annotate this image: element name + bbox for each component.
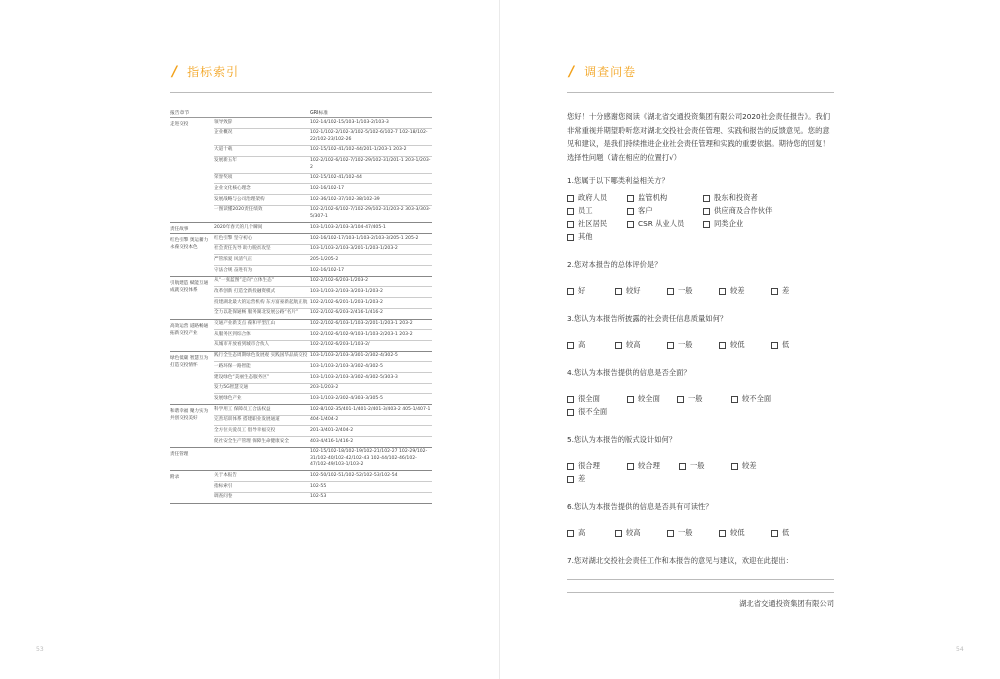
index-group-name: 高效运营 道路畅通 拓新交投产业 — [170, 323, 209, 336]
comment-line[interactable] — [567, 580, 834, 593]
option-group — [567, 527, 834, 540]
index-heading — [172, 63, 239, 80]
survey-option[interactable] — [679, 460, 731, 473]
row-section: 指标索引 — [214, 483, 233, 489]
survey-option[interactable] — [567, 285, 615, 298]
option-label: 较低 — [730, 528, 745, 538]
table-row — [214, 437, 432, 447]
checkbox-icon[interactable] — [667, 342, 674, 349]
page-number-right: 54 — [956, 646, 964, 653]
table-row — [214, 146, 432, 157]
survey-option[interactable] — [615, 339, 667, 352]
table-header — [170, 107, 432, 118]
survey-option[interactable] — [703, 205, 779, 218]
question-3: 3.您认为本报告所披露的社会责任信息质量如何？ — [567, 313, 728, 323]
table-row — [214, 298, 432, 309]
table-row — [214, 184, 432, 195]
row-section: 一图读懂2020责任绩效 — [214, 207, 263, 213]
row-gri-refs: 103-1/103-2/103-3/301-2/302-4/302-5 — [310, 353, 398, 359]
survey-option[interactable] — [771, 339, 823, 352]
heading-slash-icon: / — [569, 63, 575, 80]
row-gri-refs: 102-15/102-18/102-19/102-21/102-27 102-29/102-31/102-40/102-42/102-43 102-44/102-46/102-47/102-49/103-1/103-2 — [310, 449, 428, 468]
index-title: 指标索引 — [187, 65, 240, 79]
checkbox-icon[interactable] — [615, 530, 622, 537]
index-group-name: 引航建造 赋能互通 成就交投体系 — [170, 280, 209, 293]
checkbox-icon[interactable] — [667, 530, 674, 537]
row-gri-refs: 103-1/103-2/103-3/201-1/203-1/203-2 — [310, 246, 398, 252]
option-label: 监管机构 — [638, 193, 668, 203]
row-gri-refs: 102-15/102-41/102-44/201-1/203-1 203-2 — [310, 147, 407, 153]
survey-title: 调查问卷 — [584, 65, 637, 79]
checkbox-icon[interactable] — [615, 288, 622, 295]
row-section: 社会责任先导 助力脱贫攻坚 — [214, 246, 271, 252]
checkbox-icon[interactable] — [567, 288, 574, 295]
row-section: 从“一张蓝图”走向“立体生态” — [214, 278, 275, 284]
checkbox-icon[interactable] — [667, 288, 674, 295]
checkbox-icon[interactable] — [567, 409, 574, 416]
question-4: 4.您认为本报告提供的信息是否全面？ — [567, 367, 691, 377]
index-group — [170, 234, 432, 277]
survey-body — [567, 110, 834, 609]
table-row — [214, 206, 432, 222]
option-label: 低 — [782, 528, 790, 538]
survey-option[interactable] — [719, 339, 771, 352]
table-row — [214, 174, 432, 185]
table-row — [214, 482, 432, 493]
option-label: 较高 — [626, 340, 641, 350]
index-group-name: 责任管理 — [170, 451, 189, 457]
row-section: 全力以赴保通畅 服务湖北发展公路“名片” — [214, 310, 299, 316]
row-section: 科学用工 保障员工合法权益 — [214, 406, 271, 412]
row-gri-refs: 403-4/416-1/416-2 — [310, 438, 354, 444]
option-label: 一般 — [678, 528, 693, 538]
row-gri-refs: 102-16/102-17 — [310, 186, 345, 192]
checkbox-icon[interactable] — [627, 208, 634, 215]
option-label: 较差 — [730, 286, 745, 296]
table-row — [214, 384, 432, 395]
row-section: 大道十载 — [214, 147, 233, 153]
row-gri-refs: 102-50/102-51/102-52/102-53/102-54 — [310, 473, 398, 479]
row-gri-refs: 102-14/102-15/103-1/103-2/103-3 — [310, 119, 389, 125]
option-label: 一般 — [678, 286, 693, 296]
row-section: 荣誉奖项 — [214, 175, 233, 181]
option-group — [567, 192, 834, 244]
row-section: 一路环保一路智能 — [214, 363, 251, 369]
option-group — [567, 339, 834, 352]
row-gri-refs: 103-1/103-2/103-3/104-47/405-1 — [310, 224, 386, 230]
checkbox-icon[interactable] — [703, 195, 710, 202]
row-gri-refs: 102-2/102-6/203-2/416-1/416-2 — [310, 310, 383, 316]
table-row — [214, 245, 432, 256]
survey-option[interactable] — [567, 339, 615, 352]
table-row — [214, 309, 432, 319]
row-section: 领导致辞 — [214, 119, 233, 125]
index-group-name: 附录 — [170, 475, 180, 481]
row-gri-refs: 102-15/102-41/102-44 — [310, 175, 362, 181]
checkbox-icon[interactable] — [567, 221, 574, 228]
gri-index-table — [170, 107, 432, 504]
table-row — [214, 277, 432, 288]
option-label: 差 — [578, 474, 586, 484]
row-section: 发展战略与公司治理架构 — [214, 196, 265, 202]
index-group — [170, 352, 432, 405]
heading-slash-icon: / — [172, 63, 178, 80]
company-signature: 湖北省交通投资集团有限公司 — [739, 598, 834, 608]
row-section: 红色引擎 坚守初心 — [214, 235, 253, 241]
row-gri-refs: 102-2/102-6/102-7/102-29/102-31/201-1 203-1/203-2 — [310, 158, 431, 170]
row-section: 2020年春天的几个瞬间 — [214, 224, 263, 230]
option-label: 股东和投资者 — [714, 193, 758, 203]
table-row — [214, 266, 432, 276]
survey-option[interactable] — [703, 192, 779, 205]
option-label: 其他 — [578, 232, 593, 242]
checkbox-icon[interactable] — [719, 342, 726, 349]
row-section: 调查问卷 — [214, 494, 233, 500]
checkbox-icon[interactable] — [627, 195, 634, 202]
index-group-name: 责任故事 — [170, 227, 189, 232]
survey-option[interactable] — [719, 285, 771, 298]
table-row — [214, 118, 432, 129]
table-row — [214, 394, 432, 404]
table-row — [214, 223, 432, 233]
option-label: 同类企业 — [714, 219, 744, 229]
table-row — [214, 471, 432, 482]
survey-option[interactable] — [567, 218, 627, 231]
index-group — [170, 320, 432, 352]
option-label: 较差 — [742, 461, 757, 471]
survey-intro: 您好！十分感谢您阅读《湖北省交通投资集团有限公司2020社会责任报告》。我们非常重视并期望聆听您对湖北交投社会责任管理、实践和报告的反馈意见。您的意见和建议，是我们持续推进企业社会责任管理和实践的重要依据。期待您的回复！ — [567, 112, 831, 149]
row-section: 改革创新 打造全新投融资模式 — [214, 289, 276, 295]
checkbox-icon[interactable] — [627, 396, 634, 403]
survey-option[interactable] — [771, 527, 823, 540]
option-label: 政府人员 — [578, 193, 608, 203]
survey-option[interactable] — [567, 473, 619, 486]
row-section: 企业文化核心理念 — [214, 186, 251, 192]
row-gri-refs: 205-1/205-2 — [310, 256, 339, 262]
table-row — [214, 255, 432, 266]
row-gri-refs: 102-2/102-6/201-1/203-1/203-2 — [310, 299, 383, 305]
row-section: 投建湖北最大的运营机构 东方富豪新起航正航 — [214, 299, 308, 305]
checkbox-icon[interactable] — [567, 463, 574, 470]
survey-option[interactable] — [567, 205, 627, 218]
option-label: 较好 — [626, 286, 641, 296]
table-row — [214, 416, 432, 427]
row-gri-refs: 102-16/102-17/103-1/103-2/103-3/205-1 205-2 — [310, 235, 419, 241]
option-label: CSR 从业人员 — [638, 219, 685, 229]
option-label: 差 — [782, 286, 790, 296]
checkbox-icon[interactable] — [615, 342, 622, 349]
row-section: 从城市开放看到城市合伙人 — [214, 342, 270, 348]
option-label: 供应商及合作伙伴 — [714, 206, 773, 216]
index-group — [170, 471, 432, 503]
row-section — [214, 448, 310, 471]
option-group — [567, 285, 834, 298]
survey-option[interactable] — [677, 393, 731, 406]
row-section: 发展新五年 — [214, 158, 237, 164]
survey-option[interactable] — [567, 406, 627, 419]
survey-option[interactable] — [703, 218, 779, 231]
checkbox-icon[interactable] — [567, 530, 574, 537]
table-row — [214, 362, 432, 373]
row-section: 发展绿色产业 — [214, 395, 242, 401]
option-label: 较全面 — [638, 394, 660, 404]
question-2: 2.您对本报告的总体评价是？ — [567, 259, 662, 269]
checkbox-icon[interactable] — [771, 342, 778, 349]
option-label: 较高 — [626, 528, 641, 538]
checkbox-icon[interactable] — [567, 396, 574, 403]
row-gri-refs: 102-53 — [310, 494, 327, 500]
checkbox-icon[interactable] — [731, 463, 738, 470]
row-section: 从服务区到综合体 — [214, 331, 251, 337]
row-section: 全方位关爱员工 倡导幸福交投 — [214, 427, 276, 433]
table-row — [214, 352, 432, 363]
question-1: 1.您属于以下哪类利益相关方？ — [567, 175, 669, 185]
option-label: 较合理 — [638, 461, 660, 471]
option-label: 较不全面 — [742, 394, 772, 404]
checkbox-icon[interactable] — [703, 208, 710, 215]
question-6: 6.您认为本报告提供的信息是否具有可读性？ — [567, 501, 713, 511]
checkbox-icon[interactable] — [731, 396, 738, 403]
index-group-name: 红色引擎 奥运蓄力 永葆交投本色 — [170, 238, 209, 250]
checkbox-icon[interactable] — [771, 288, 778, 295]
row-section: 完善培训体系 搭建职业发展通道 — [214, 417, 280, 423]
checkbox-icon[interactable] — [719, 530, 726, 537]
option-label: 一般 — [678, 340, 693, 350]
survey-option[interactable] — [731, 460, 783, 473]
checkbox-icon[interactable] — [679, 463, 686, 470]
table-row — [214, 493, 432, 503]
row-section: 企业概况 — [214, 130, 233, 136]
survey-option[interactable] — [627, 218, 703, 231]
row-gri-refs: 102-2/102-6/102-7/102-29/102-31/203-2 303-3/303-5/307-1 — [310, 207, 431, 219]
option-label: 较低 — [730, 340, 745, 350]
checkbox-icon[interactable] — [567, 234, 574, 241]
table-row — [214, 448, 432, 471]
right-page — [500, 0, 1000, 679]
row-gri-refs: 103-1/103-2/103-3/302-4/302-5 — [310, 363, 383, 369]
section-label: 选择性问题（请在相应的位置打√） — [567, 152, 682, 162]
row-section: 严管浓爱 风清气正 — [214, 256, 253, 262]
row-gri-refs: 102-36/102-37/102-38/102-39 — [310, 196, 380, 202]
table-row — [214, 341, 432, 351]
table-row — [214, 195, 432, 206]
page-number-left: 53 — [36, 646, 44, 653]
index-heading-rule — [170, 92, 432, 93]
survey-option[interactable] — [567, 527, 615, 540]
row-gri-refs: 102-55 — [310, 483, 327, 489]
index-group — [170, 405, 432, 448]
row-section: 守法合规 奋进有为 — [214, 267, 253, 273]
survey-option[interactable] — [567, 393, 627, 406]
row-gri-refs: 102-2/102-6/203-1/103-2/ — [310, 342, 370, 348]
checkbox-icon[interactable] — [703, 221, 710, 228]
survey-option[interactable] — [667, 285, 719, 298]
survey-heading — [569, 63, 636, 80]
checkbox-icon[interactable] — [719, 288, 726, 295]
option-label: 很合理 — [578, 461, 600, 471]
row-gri-refs: 102-1/102-2/102-3/102-5/102-6/102-7 102-18/102-22/102-23/102-26 — [310, 130, 428, 142]
survey-option[interactable] — [667, 339, 719, 352]
row-gri-refs: 404-1/404-2 — [310, 417, 339, 423]
table-row — [214, 330, 432, 341]
option-label: 低 — [782, 340, 790, 350]
table-row — [214, 405, 432, 416]
index-group-name: 和谐幸福 聚力实为 共创交投美好 — [170, 409, 209, 421]
survey-option[interactable] — [771, 285, 823, 298]
row-gri-refs: 102-16/102-17 — [310, 267, 345, 273]
index-group — [170, 118, 432, 223]
row-gri-refs: 102-8/102-35/401-1/401-2/401-3/403-2 405-1/407-1 — [310, 406, 431, 412]
option-label: 一般 — [688, 394, 703, 404]
index-group-name: 绿色低碳 智慧互为 打造交投情怀 — [170, 355, 209, 368]
checkbox-icon[interactable] — [567, 195, 574, 202]
option-label: 客户 — [638, 206, 653, 216]
row-section: 践行全生态周期绿色发展观 实践国华品质交投 — [214, 353, 308, 359]
survey-option[interactable] — [627, 192, 703, 205]
option-label: 社区居民 — [578, 219, 608, 229]
row-gri-refs: 203-1/203-2 — [310, 385, 339, 391]
table-row — [214, 129, 432, 146]
survey-option[interactable] — [627, 393, 677, 406]
table-row — [214, 157, 432, 174]
table-row — [214, 320, 432, 331]
row-section: 发力5G智慧交通 — [214, 385, 249, 391]
row-gri-refs: 102-2/102-6/203-1/203-2 — [310, 278, 369, 284]
survey-heading-rule — [567, 92, 834, 93]
row-gri-refs: 103-1/103-2/103-3/302-4/302-5/303-3 — [310, 374, 398, 380]
survey-option[interactable] — [667, 527, 719, 540]
comment-line[interactable] — [567, 567, 834, 580]
index-group — [170, 448, 432, 472]
survey-option[interactable] — [731, 393, 785, 406]
row-gri-refs: 102-2/102-6/102-9/103-1/103-2/203-1 203-2 — [310, 331, 413, 337]
survey-option[interactable] — [567, 192, 627, 205]
header-section: 报告章节 — [170, 110, 190, 116]
checkbox-icon[interactable] — [567, 476, 574, 483]
checkbox-icon[interactable] — [771, 530, 778, 537]
survey-option[interactable] — [567, 231, 627, 244]
option-label: 员工 — [578, 206, 593, 216]
checkbox-icon[interactable] — [627, 221, 634, 228]
row-section: 促社安全生产管理 保障生命健康安全 — [214, 438, 289, 444]
row-gri-refs: 103-1/103-2/103-3/203-1/203-2 — [310, 289, 383, 295]
table-row — [214, 373, 432, 384]
checkbox-icon[interactable] — [567, 208, 574, 215]
option-label: 高 — [578, 528, 586, 538]
index-group-name: 走进交投 — [170, 122, 189, 127]
survey-option[interactable] — [719, 527, 771, 540]
question-5: 5.您认为本报告的版式设计如何？ — [567, 434, 677, 444]
index-group — [170, 277, 432, 320]
option-label: 很不全面 — [578, 407, 608, 417]
option-label: 好 — [578, 286, 586, 296]
option-label: 很全面 — [578, 394, 600, 404]
option-label: 一般 — [690, 461, 705, 471]
table-row — [214, 287, 432, 298]
survey-option[interactable] — [627, 460, 679, 473]
table-row — [214, 234, 432, 245]
row-gri-refs: 102-2/102-6/103-1/103-2/201-1/203-1 203-2 — [310, 321, 413, 327]
option-label: 高 — [578, 340, 586, 350]
row-section: 交通产业新支点 葆和平型江山 — [214, 321, 276, 327]
index-group — [170, 223, 432, 234]
table-row — [214, 426, 432, 437]
survey-option[interactable] — [615, 527, 667, 540]
row-section: 建设绿色“美丽生态服务区” — [214, 374, 270, 380]
row-gri-refs: 103-1/103-2/302-4/303-3/305-5 — [310, 395, 383, 401]
checkbox-icon[interactable] — [627, 463, 634, 470]
survey-option[interactable] — [615, 285, 667, 298]
row-section: 关于本报告 — [214, 473, 237, 479]
survey-option[interactable] — [567, 460, 627, 473]
survey-option[interactable] — [627, 205, 703, 218]
row-gri-refs: 201-3/401-2/404-2 — [310, 427, 354, 433]
checkbox-icon[interactable] — [677, 396, 684, 403]
header-gri: GRI标准 — [310, 110, 329, 116]
checkbox-icon[interactable] — [567, 342, 574, 349]
option-group — [567, 393, 834, 419]
option-group — [567, 460, 834, 486]
question-7: 7.您对湖北交投社会责任工作和本报告的意见与建议，欢迎在此提出： — [567, 555, 793, 565]
